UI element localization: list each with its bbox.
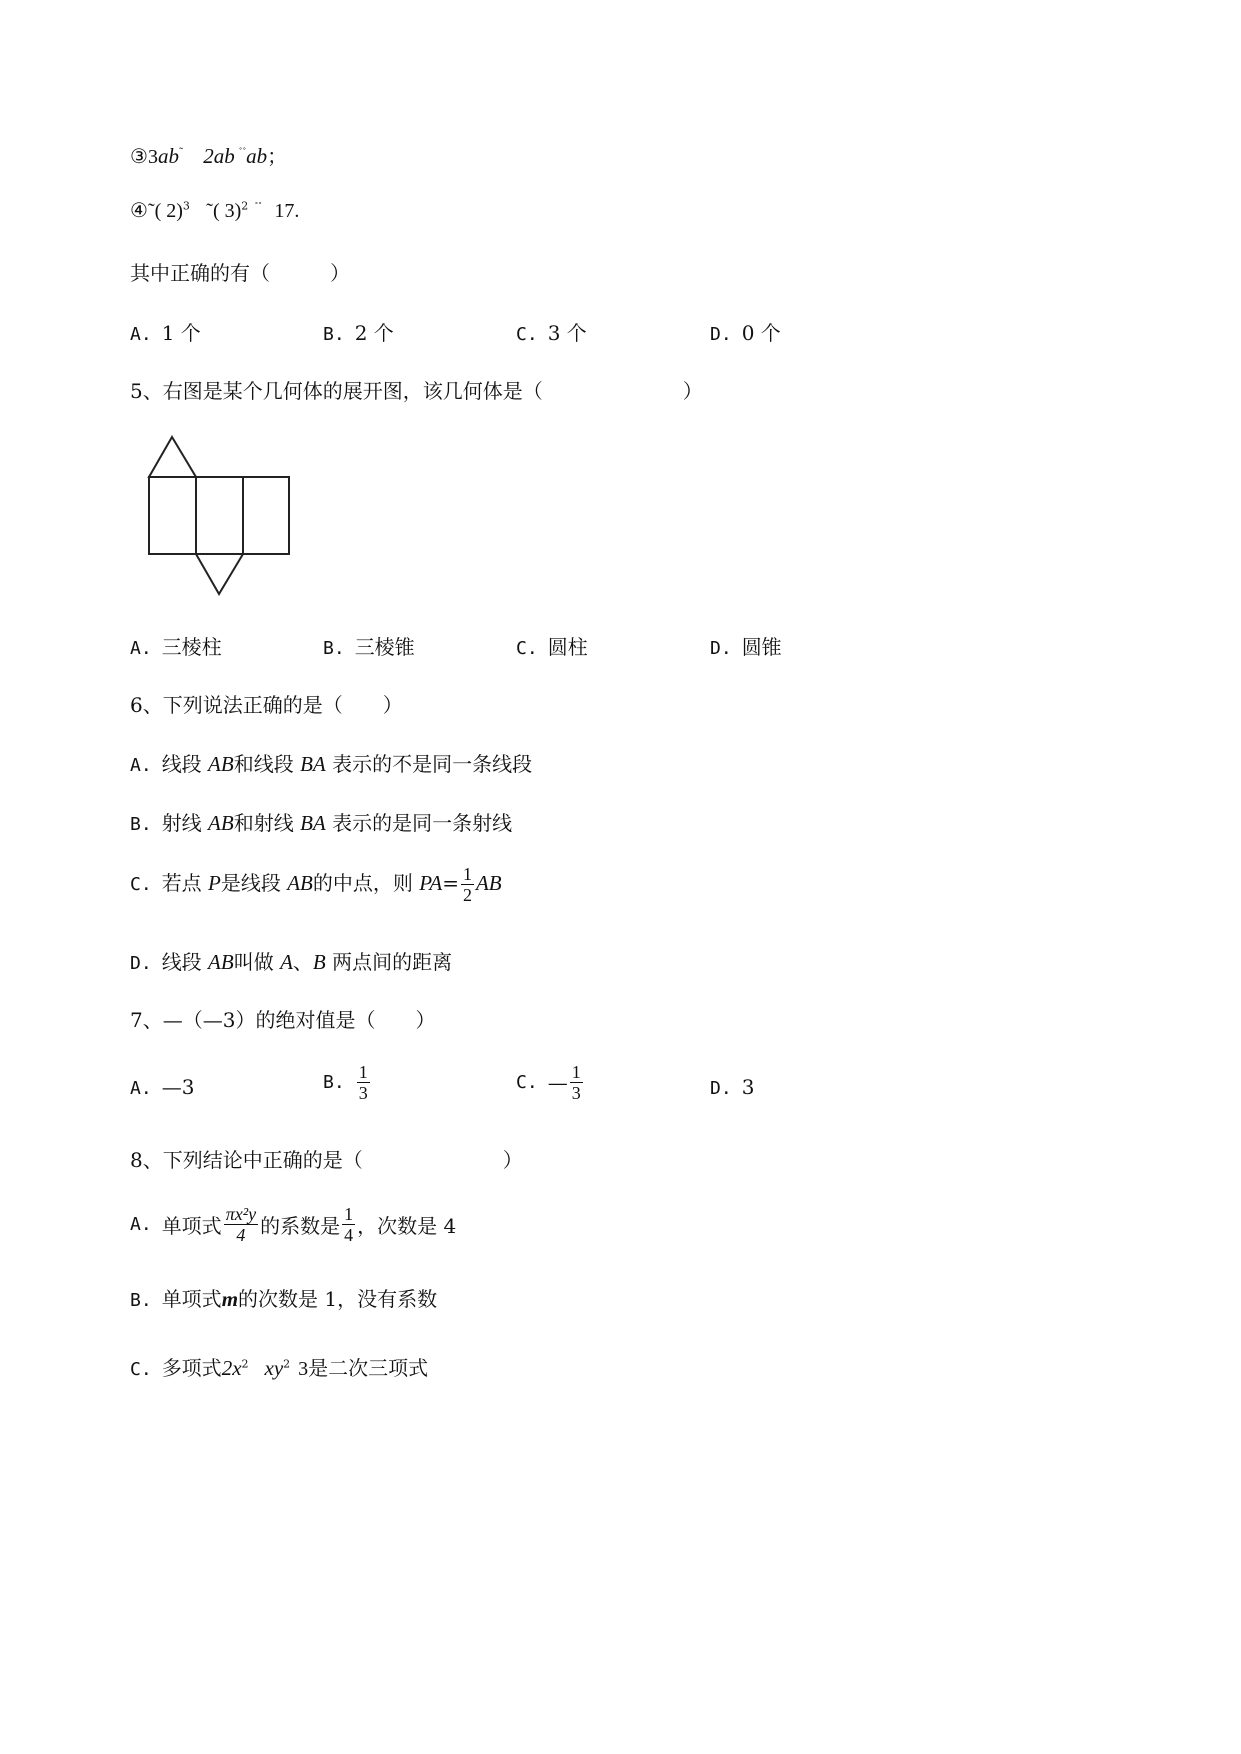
q4-option-c: C. 3 个 <box>516 321 587 345</box>
q6-stem: 6、下列说法正确的是（ ） <box>130 693 403 717</box>
q7-option-b: B. $\frac{1}{3}$ <box>323 1062 368 1103</box>
prism-net-figure <box>140 430 300 600</box>
q4-option-d: D. 0 个 <box>710 321 781 345</box>
top-triangle <box>149 437 196 477</box>
q5-option-a: A. 三棱柱 <box>130 635 222 659</box>
q4-item-3: ③3ab˜ 2ab ˚˚ab； <box>130 144 288 168</box>
net-face-1 <box>149 477 196 554</box>
q8-option-c: C. 多项式$2x^2$ $xy^2$ 3是二次三项式 <box>130 1356 429 1380</box>
net-face-3 <box>243 477 289 554</box>
q6-option-a: A. 线段 AB和线段 BA 表示的不是同一条线段 <box>130 752 533 776</box>
fraction-one-half: $\frac{1}{2}$ <box>462 864 472 905</box>
q4-item-4: ④˜( 2)$^3$ ˜( 3)$^2$ ˚˚ 17. <box>130 198 300 222</box>
q5-option-c: C. 圆柱 <box>516 635 588 659</box>
q6-option-b: B. 射线 AB和射线 BA 表示的是同一条射线 <box>130 811 513 835</box>
q6-option-c: C. 若点 P是线段 AB的中点，则 PA= $\frac{1}{2}$ AB <box>130 864 502 905</box>
q8-stem: 8、下列结论中正确的是（ ） <box>130 1148 523 1172</box>
bottom-triangle <box>196 554 243 594</box>
q4-option-a: A. 1 个 <box>130 321 201 345</box>
q8-option-b: B. 单项式m的次数是 1，没有系数 <box>130 1287 438 1311</box>
q7-option-a: A. —3 <box>130 1075 195 1099</box>
q6-option-d: D. 线段 AB叫做 A、B 两点间的距离 <box>130 950 453 974</box>
q5-option-d: D. 圆锥 <box>710 635 782 659</box>
q8-option-a: A. 单项式 $\frac{\text{πx²y}}{4}$ 的系数是 $\frac{1}{4}$ ，次数是 4 <box>130 1204 457 1245</box>
q4-stem: 其中正确的有（ ） <box>130 261 350 285</box>
q5-option-b: B. 三棱锥 <box>323 635 415 659</box>
q4-option-b: B. 2 个 <box>323 321 394 345</box>
net-face-2 <box>196 477 243 554</box>
q7-option-c: C. — $\frac{1}{3}$ <box>516 1062 581 1103</box>
q7-option-d: D. 3 <box>710 1075 755 1099</box>
q5-stem: 5、右图是某个几何体的展开图，该几何体是（ ） <box>130 379 703 403</box>
q7-stem: 7、—（—3）的绝对值是（ ） <box>130 1008 436 1032</box>
